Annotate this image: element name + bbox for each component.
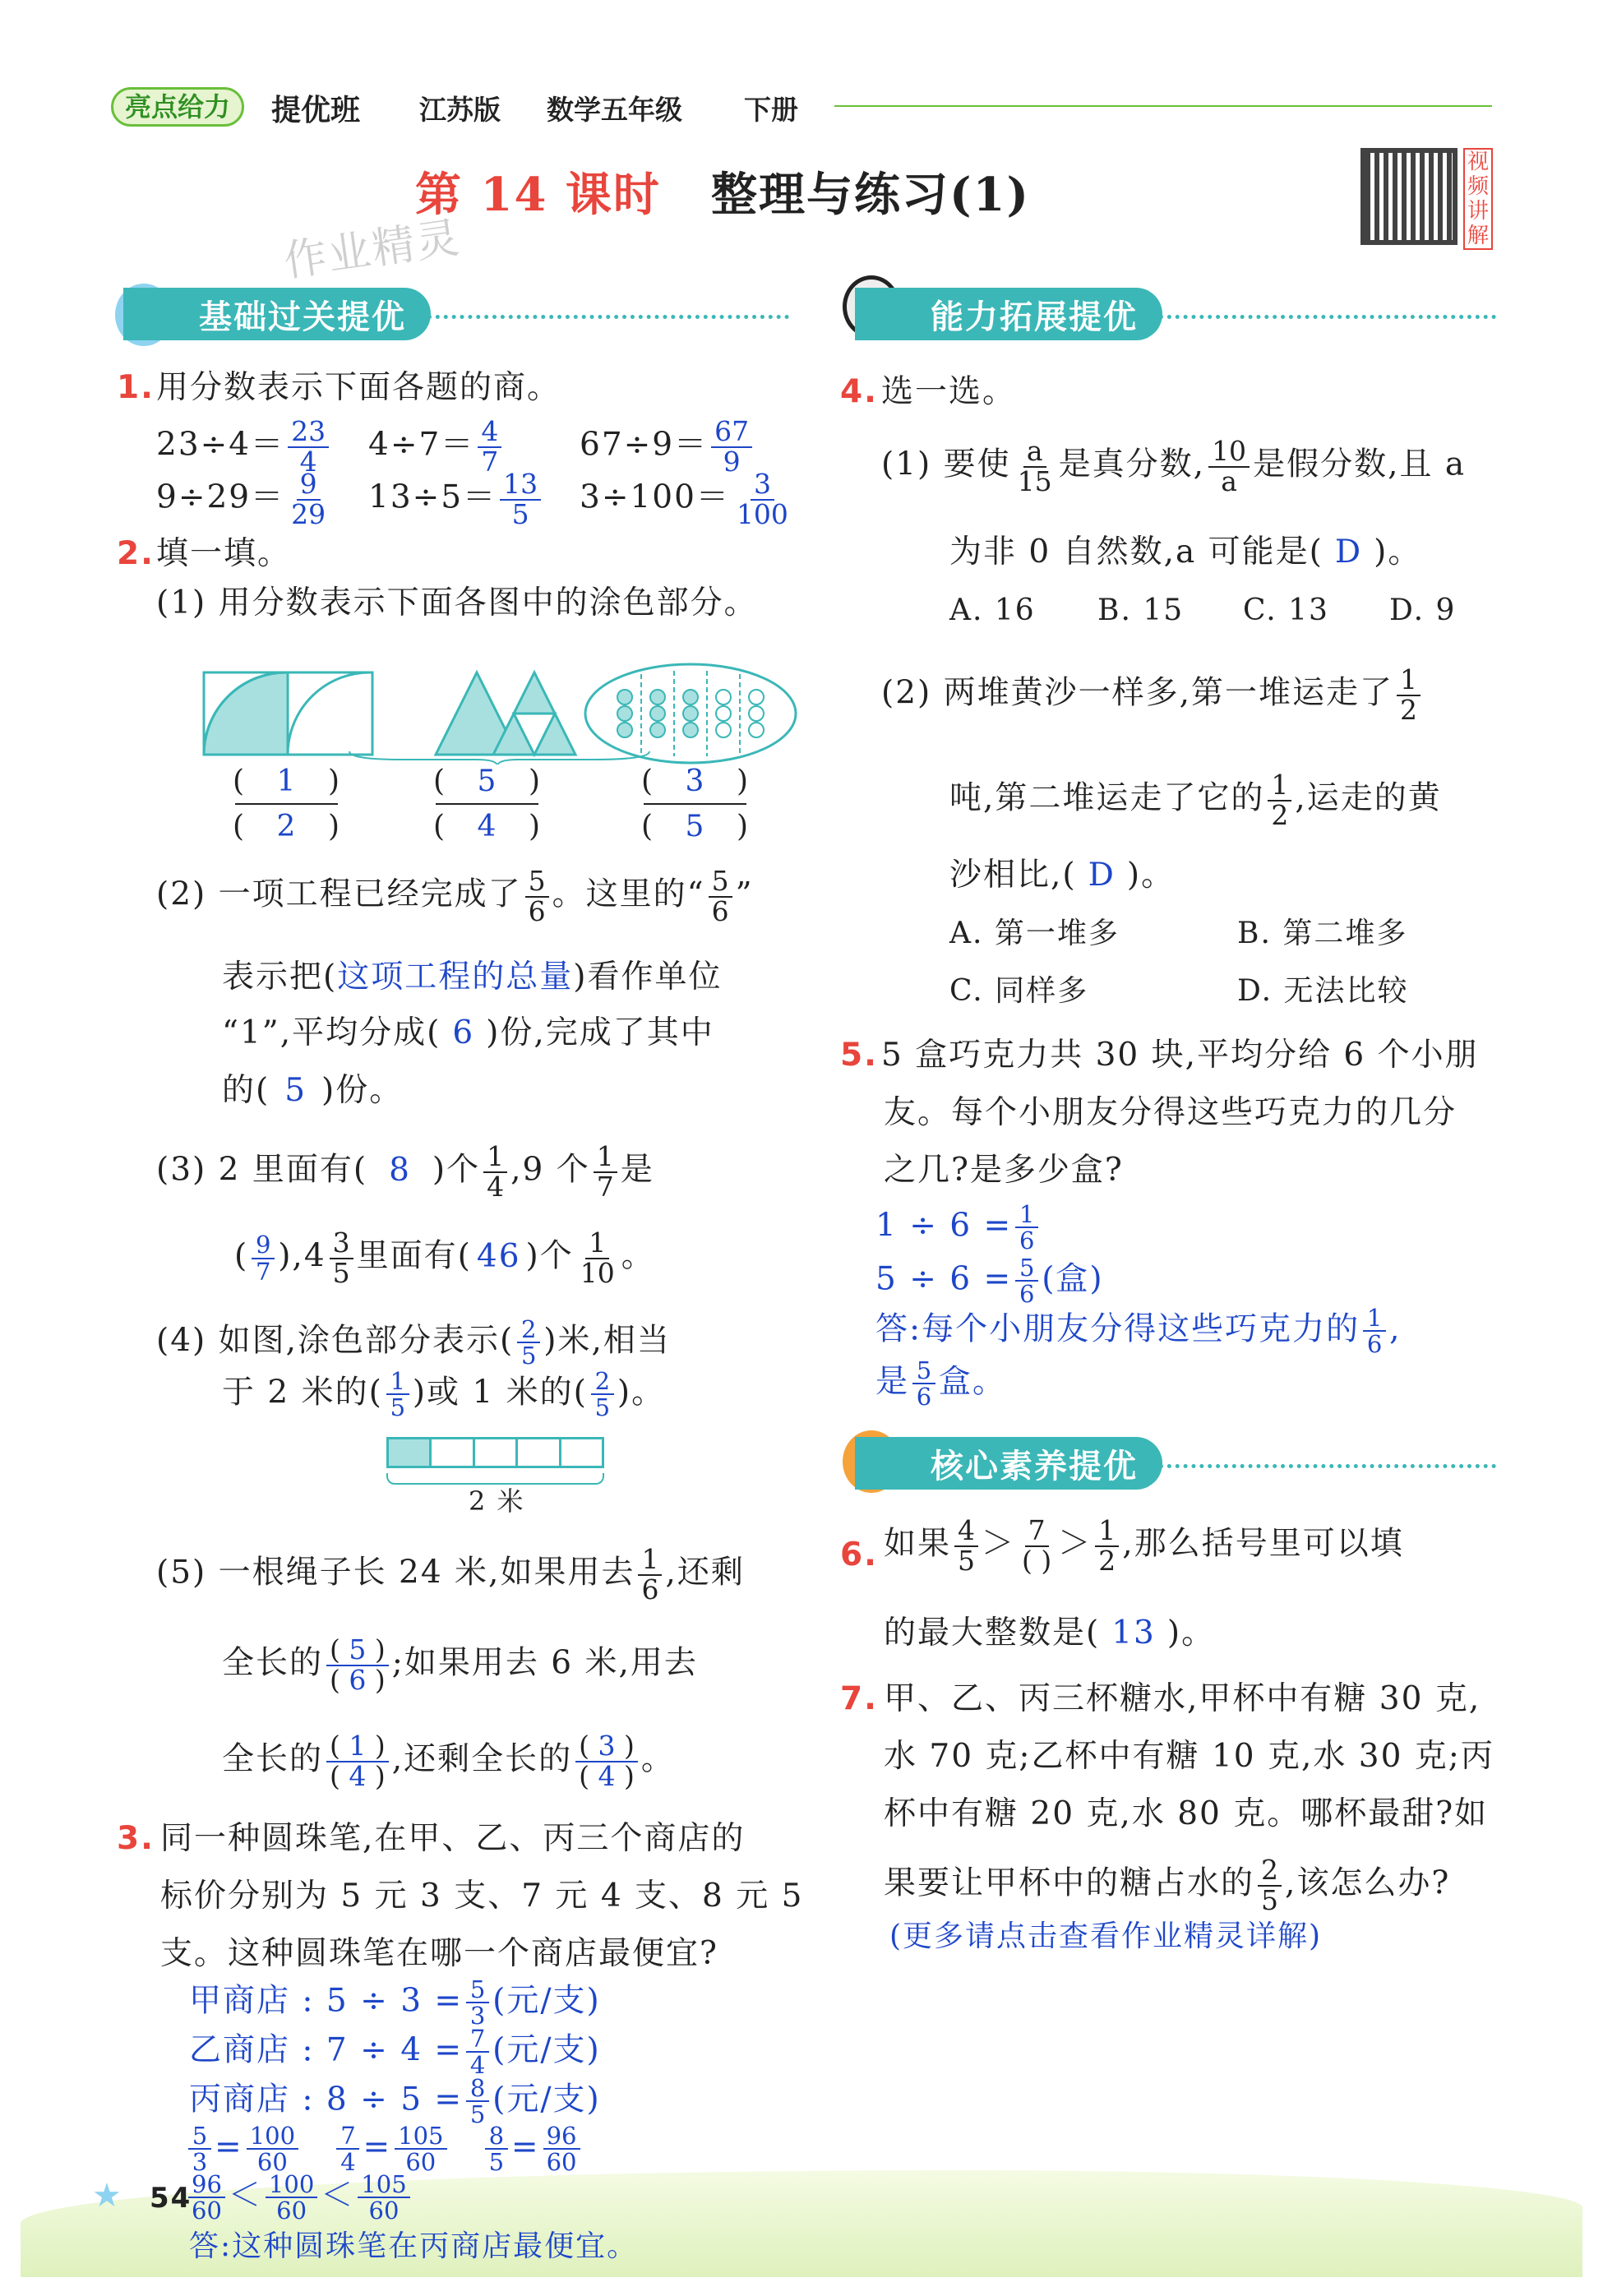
q5-line: 5 盒巧克力共 30 块,平均分给 6 个小朋 xyxy=(881,1037,1479,1074)
q2-p4-line1: (4) 如图,涂色部分表示( $\frac{2}{5}$ )米,相当 xyxy=(156,1315,671,1370)
q7-line: 杯中有糖 20 克,水 80 克。哪杯最甜?如 xyxy=(884,1795,1489,1832)
q3-compare: $\frac{96}{60}$ ＜ $\frac{100}{60}$ ＜ $\frac{105}{60}$ xyxy=(185,2172,413,2224)
q3-line: 同一种圆珠笔,在甲、乙、丙三个商店的 xyxy=(160,1820,746,1857)
lesson-title: 整理与练习(1) xyxy=(711,168,1030,222)
q4-p2-option: B. 第二堆多 xyxy=(1237,917,1408,950)
q4-p1-option: D. 9 xyxy=(1389,594,1457,627)
q1-item: 13÷5＝ $\frac{13}{5}$ xyxy=(368,470,544,529)
q1-item: 3÷100＝ $\frac{3}{100}$ xyxy=(580,468,788,530)
q1-prompt: 用分数表示下面各题的商。 xyxy=(156,369,561,406)
q4-p2-line3: 沙相比,( D )。 xyxy=(949,857,1176,894)
q5-work: 5 ÷ 6 = $\frac{5}{6}$ (盒) xyxy=(875,1254,1104,1309)
q7-line: 水 70 克;乙杯中有糖 10 克,水 30 克;丙 xyxy=(884,1738,1494,1775)
q6-number: 6. xyxy=(840,1536,878,1573)
q2-p1-label: (1) 用分数表示下面各图中的涂色部分。 xyxy=(156,584,758,621)
q2-p2-line1: (2) 一项工程已经完成了 $\frac{5}{6}$ 。这里的“ $\frac{5}{6}$ ” xyxy=(156,865,754,927)
q5-line: 之几?是多少盒? xyxy=(884,1152,1124,1189)
section-divider xyxy=(1159,1464,1496,1468)
q4-p1-option: A. 16 xyxy=(949,594,1036,627)
q3-line: 支。这种圆珠笔在哪一个商店最便宜? xyxy=(160,1935,718,1972)
q3-number: 3. xyxy=(117,1820,155,1857)
q7-line: 甲、乙、丙三杯糖水,甲杯中有糖 30 克, xyxy=(884,1680,1481,1717)
bar-segment xyxy=(432,1439,474,1466)
q2-number: 2. xyxy=(117,535,155,572)
q3-work: 乙商店 : 7 ÷ 4 = $\frac{7}{4}$ (元/支) xyxy=(189,2025,601,2080)
q1-item: 67÷9＝ $\frac{67}{9}$ xyxy=(580,418,755,476)
volume: 下册 xyxy=(744,94,798,126)
page-number: 54 xyxy=(150,2182,192,2215)
q2-figures xyxy=(197,658,806,765)
q2-prompt: 填一填。 xyxy=(156,535,292,572)
q5-answer: 是 $\frac{5}{6}$ 盒。 xyxy=(875,1356,1007,1411)
q4-p2-option: C. 同样多 xyxy=(949,974,1089,1008)
edition: 江苏版 xyxy=(419,94,501,126)
q4-number: 4. xyxy=(840,373,878,410)
q7-line: 果要让甲杯中的糖占水的 $\frac{2}{5}$ ,该怎么办? xyxy=(884,1854,1451,1916)
q4-p2-line1: (2) 两堆黄沙一样多,第一堆运走了 $\frac{1}{2}$ xyxy=(881,666,1424,724)
q7-number: 7. xyxy=(840,1680,878,1717)
q6-line1: 如果 $\frac{4}{5}$ ＞ $\frac{7}{( )}$ ＞ $\frac{1}{2}$ ,那么括号里可以填 xyxy=(884,1514,1404,1577)
q2-p4-brace xyxy=(386,1473,604,1485)
bar-segment xyxy=(561,1439,602,1466)
q2-p1-answer: ( 1 ) ( 2 ) xyxy=(233,765,340,843)
header-rule xyxy=(834,105,1492,107)
q2-p2-line2: 表示把(这项工程的总量)看作单位 xyxy=(222,959,723,996)
watermark: 作业精灵 xyxy=(280,213,464,287)
q4-p1-line1: (1) 要使 $\frac{a}{15}$ 是真分数, $\frac{10}{a}$ 是假分数,且 a xyxy=(881,435,1467,497)
q1-number: 1. xyxy=(117,369,155,406)
qr-code[interactable] xyxy=(1360,148,1457,245)
q5-answer: 答:每个小朋友分得这些巧克力的 $\frac{1}{6}$ , xyxy=(875,1304,1402,1359)
series-title: 提优班 xyxy=(271,94,361,127)
section-divider xyxy=(1159,315,1496,319)
section-ability: 能力拓展提优 xyxy=(855,288,1162,340)
q4-p2-line2: 吨,第二堆运走了它的 $\frac{1}{2}$ ,运走的黄 xyxy=(949,769,1442,831)
q2-p5-line3: 全长的 $\frac{( 1 )}{( 4 )}$ ,还剩全长的 $\frac{( 3 )}{( 4 )}$ 。 xyxy=(222,1730,675,1792)
section-core: 核心素养提优 xyxy=(855,1437,1162,1490)
q2-p3-line2: ( $\frac{9}{7}$ ),4 $\frac{3}{5}$ 里面有( 46 )个 $\frac{1}{10}$ 。 xyxy=(234,1227,655,1289)
subject: 数学五年级 xyxy=(547,94,682,126)
q4-p1-option: C. 13 xyxy=(1243,594,1329,627)
star-icon: ★ xyxy=(92,2177,123,2215)
section-basic: 基础过关提优 xyxy=(123,288,431,340)
header xyxy=(111,82,1492,132)
q4-p2-option: A. 第一堆多 xyxy=(949,917,1120,950)
q3-conversion: $\frac{5}{3}$ = $\frac{100}{60}$ $\frac{7}{4}$ = $\frac{105}{60}$ $\frac{8}{5}$ = $\frac{96}{60}$ xyxy=(185,2123,584,2175)
q4-p1-option: B. 15 xyxy=(1097,594,1185,627)
q3-answer: 答:这种圆珠笔在丙商店最便宜。 xyxy=(189,2229,639,2263)
q2-p1-answer: ( 3 ) ( 5 ) xyxy=(641,765,748,843)
q2-p4-bar xyxy=(386,1437,604,1468)
q2-p5-line1: (5) 一根绳子长 24 米,如果用去 $\frac{1}{6}$ ,还剩 xyxy=(156,1543,745,1605)
q2-p4-line2: 于 2 米的( $\frac{1}{5}$ )或 1 米的( $\frac{2}{5}$ )。 xyxy=(222,1367,666,1422)
q1-item: 4÷7＝ $\frac{4}{7}$ xyxy=(368,418,505,476)
q1-item: 23÷4＝ $\frac{23}{4}$ xyxy=(156,418,332,476)
section-divider xyxy=(427,315,789,319)
q1-item: 9÷29＝ $\frac{9}{29}$ xyxy=(156,468,326,530)
q2-p4-bar-label: 2 米 xyxy=(469,1485,525,1517)
brand-badge: 亮点给力 xyxy=(111,87,244,127)
q4-p1-line2: 为非 0 自然数,a 可能是( D )。 xyxy=(949,534,1422,571)
q3-work: 甲商店 : 5 ÷ 3 = $\frac{5}{3}$ (元/支) xyxy=(189,1975,601,2030)
q6-line2: 的最大整数是( 13 )。 xyxy=(884,1615,1216,1652)
bar-segment xyxy=(475,1439,518,1466)
qr-label: 视频讲解 xyxy=(1463,148,1493,250)
q5-work: 1 ÷ 6 = $\frac{1}{6}$ xyxy=(875,1202,1042,1254)
q3-work: 丙商店 : 8 ÷ 5 = $\frac{8}{5}$ (元/支) xyxy=(189,2074,601,2129)
q2-p5-line2: 全长的 $\frac{( 5 )}{( 6 )}$ ;如果用去 6 米,用去 xyxy=(222,1633,698,1696)
bar-segment xyxy=(518,1439,561,1466)
q4-prompt: 选一选。 xyxy=(881,373,1017,410)
q2-p1-answer: ( 5 ) ( 4 ) xyxy=(433,765,540,843)
q3-line: 标价分别为 5 元 3 支、7 元 4 支、8 元 5 xyxy=(160,1878,804,1915)
q2-p2-line3: “1”,平均分成( 6 )份,完成了其中 xyxy=(222,1014,714,1051)
bar-segment-shaded xyxy=(389,1439,432,1466)
q5-number: 5. xyxy=(840,1037,878,1074)
more-link[interactable]: (更多请点击查看作业精灵详解) xyxy=(889,1919,1323,1953)
q5-line: 友。每个小朋友分得这些巧克力的几分 xyxy=(884,1094,1457,1131)
lesson-number: 第 14 课时 xyxy=(415,168,661,222)
q2-p2-line4: 的( 5 )份。 xyxy=(222,1072,404,1109)
q4-p2-option: D. 无法比较 xyxy=(1237,974,1409,1008)
q2-p3-line1: (3) 2 里面有( 8 )个 $\frac{1}{4}$ ,9 个 $\frac{1}{7}$ 是 xyxy=(156,1140,654,1203)
